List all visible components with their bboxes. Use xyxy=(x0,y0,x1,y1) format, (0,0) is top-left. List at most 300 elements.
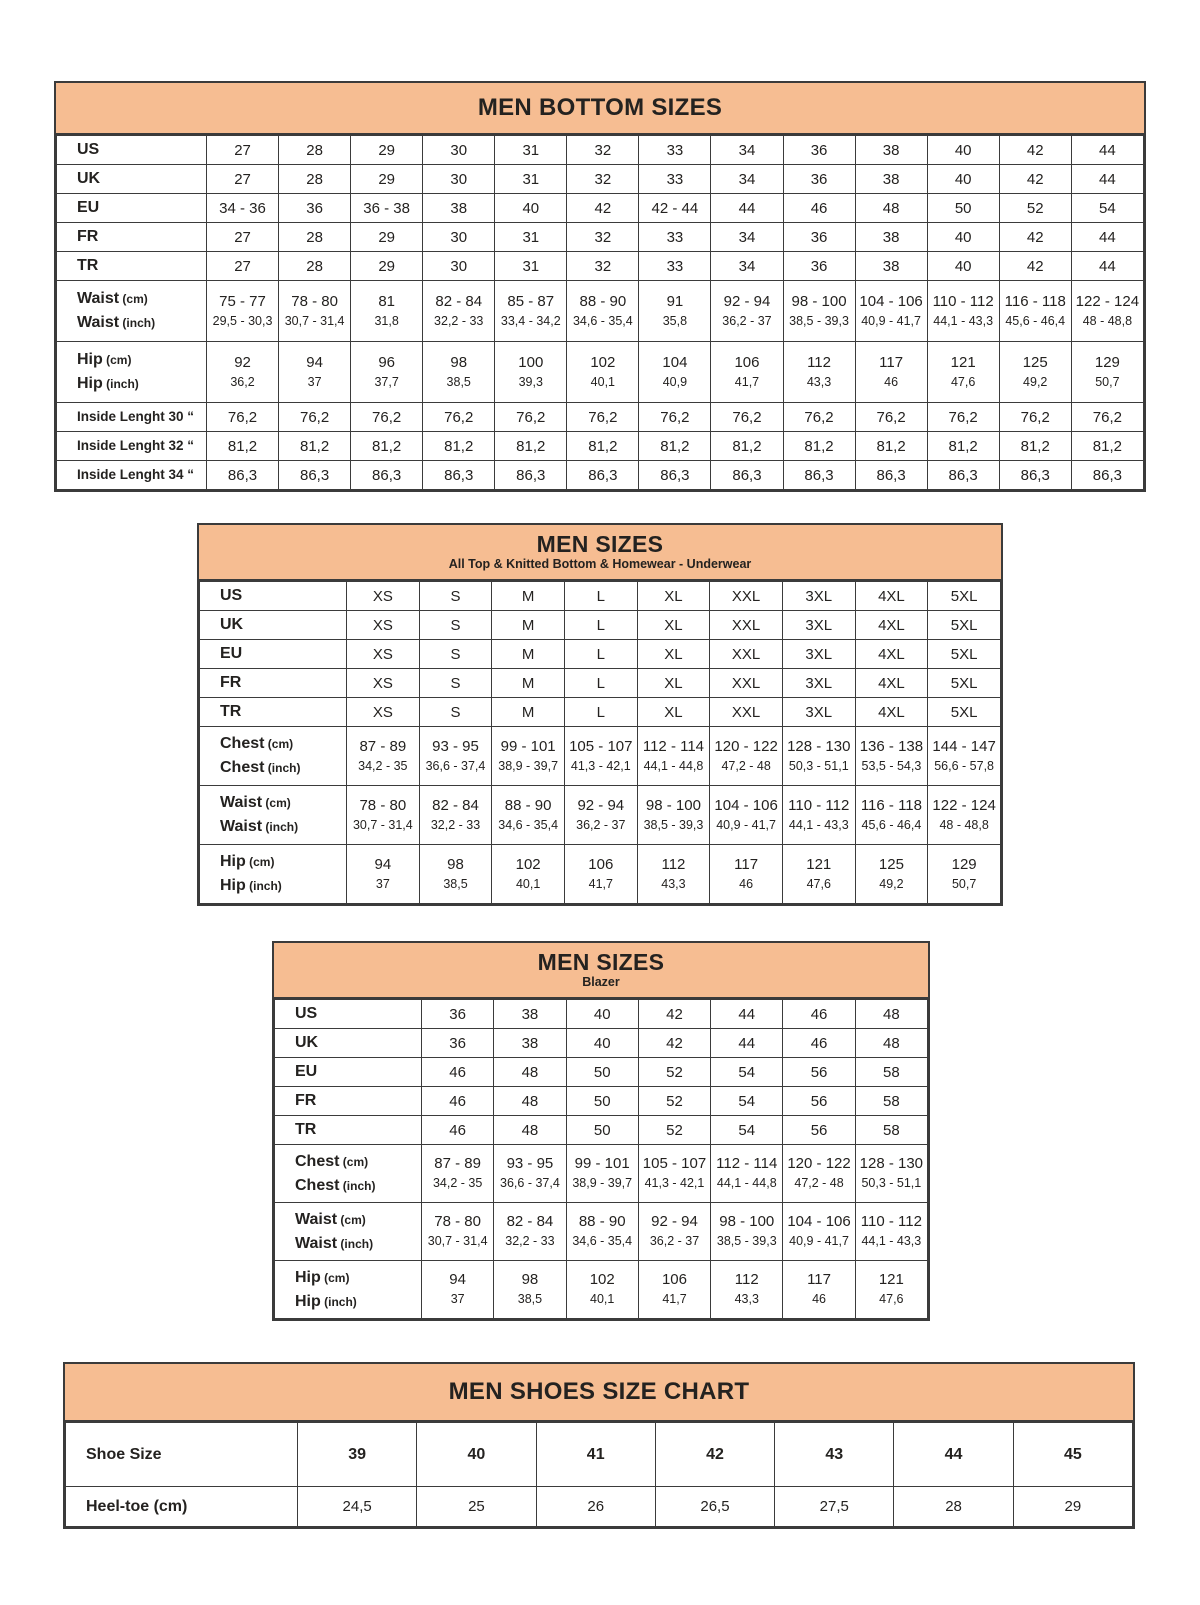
cell-value: 36 xyxy=(810,170,828,188)
cell-value: 42 - 44 xyxy=(651,199,699,217)
table-row xyxy=(57,194,1144,223)
table-row xyxy=(57,461,1144,490)
row-label-unit: (inch) xyxy=(262,820,299,834)
cell-value: 3XL xyxy=(805,645,833,663)
cell-value: S xyxy=(450,616,461,634)
size-cell xyxy=(1071,432,1143,461)
cell-value: 106 xyxy=(588,855,614,873)
table-row xyxy=(200,611,1001,640)
cell-value: 128 - 130 xyxy=(859,1155,924,1173)
row-label-line xyxy=(86,1446,296,1464)
cell-value: 32,2 - 33 xyxy=(434,313,484,328)
cell-value: 28 xyxy=(306,170,323,188)
cell-value: 28 xyxy=(306,257,323,275)
cell-value: S xyxy=(450,674,461,692)
cell-value: 56,6 - 57,8 xyxy=(934,758,994,773)
cell-value: 47,6 xyxy=(806,876,831,891)
size-cell xyxy=(711,1145,783,1203)
size-cell xyxy=(279,281,351,342)
row-label-line xyxy=(77,141,205,159)
cell-value: 98 xyxy=(521,1271,539,1289)
size-cell xyxy=(207,223,279,252)
cell-value: 30,7 - 31,4 xyxy=(284,313,345,328)
cell-value: XXL xyxy=(731,616,761,634)
cell-value: 99 - 101 xyxy=(574,1155,630,1173)
size-cell xyxy=(1071,194,1143,223)
cell-value: S xyxy=(450,645,461,663)
cell-value: 44 xyxy=(1099,228,1116,246)
size-cell xyxy=(279,223,351,252)
size-cell xyxy=(637,727,710,786)
cell-value: 38,5 - 39,3 xyxy=(789,313,849,328)
cell-value: 36,2 - 37 xyxy=(649,1234,700,1249)
cell-value: 41,3 - 42,1 xyxy=(570,758,631,773)
cell-value: 102 xyxy=(589,1271,615,1289)
size-cell xyxy=(492,845,565,904)
size-cell xyxy=(711,136,783,165)
cell-value: 42 xyxy=(1026,170,1044,188)
cell-value: 30 xyxy=(450,257,468,275)
cell-value: 47,2 - 48 xyxy=(794,1176,844,1191)
size-cell xyxy=(567,342,639,403)
size-cell xyxy=(567,461,639,490)
size-cell xyxy=(639,252,711,281)
cell-value: 4XL xyxy=(878,674,905,692)
size-cell xyxy=(1071,403,1143,432)
cell-value: 46 xyxy=(449,1092,466,1110)
cell-value: 50,3 - 51,1 xyxy=(788,758,849,773)
cell-value: 125 xyxy=(1022,353,1048,371)
size-cell xyxy=(855,194,927,223)
size-cell xyxy=(423,342,495,403)
cell-value: XXL xyxy=(731,645,761,663)
size-cell xyxy=(638,1029,710,1058)
row-label-line xyxy=(295,1005,420,1023)
row-label-text: Chest xyxy=(295,1152,340,1170)
cell-value: S xyxy=(450,587,461,605)
row-label-text: UK xyxy=(295,1034,319,1051)
size-cell xyxy=(783,403,855,432)
cell-value: 40 xyxy=(467,1445,486,1463)
cell-value: 117 xyxy=(734,855,759,873)
cell-value: 93 - 95 xyxy=(506,1155,554,1173)
size-cell xyxy=(710,582,783,611)
size-cell xyxy=(494,1029,566,1058)
size-cell xyxy=(638,1058,710,1087)
size-cell xyxy=(928,669,1001,698)
cell-value: 76,2 xyxy=(876,408,906,426)
row-label-line xyxy=(77,199,205,217)
cell-value: 36 - 38 xyxy=(363,199,410,217)
size-cell xyxy=(639,432,711,461)
cell-value: 94 xyxy=(374,855,392,873)
cell-value: 92 - 94 xyxy=(577,796,625,814)
cell-value: 44 xyxy=(1099,141,1116,159)
row-label xyxy=(57,165,207,194)
size-cell xyxy=(711,1203,783,1261)
row-label-text: UK xyxy=(220,616,244,633)
size-cell xyxy=(351,223,423,252)
cell-value: 58 xyxy=(883,1121,900,1139)
size-cell xyxy=(783,1116,855,1145)
cell-value: 38,5 xyxy=(446,374,471,389)
cell-value: 86,3 xyxy=(516,466,546,484)
table-row xyxy=(200,582,1001,611)
cell-value: 3XL xyxy=(805,703,833,721)
table-row xyxy=(57,223,1144,252)
cell-value: 45 xyxy=(1063,1445,1082,1463)
cell-value: 86,3 xyxy=(948,466,978,484)
cell-value: 81,2 xyxy=(516,437,546,455)
row-label xyxy=(200,698,347,727)
size-cell xyxy=(855,403,927,432)
size-cell xyxy=(419,582,492,611)
size-cell xyxy=(492,640,565,669)
cell-value: 38,5 xyxy=(517,1292,543,1307)
size-cell xyxy=(927,165,999,194)
size-cell xyxy=(639,136,711,165)
cell-value: 44,1 - 43,3 xyxy=(788,817,849,832)
row-label xyxy=(57,461,207,490)
size-cell xyxy=(711,403,783,432)
cell-value: 33 xyxy=(666,228,684,246)
cell-value: 50 xyxy=(593,1092,611,1110)
cell-value: 4XL xyxy=(878,703,905,721)
row-label-line xyxy=(77,374,205,394)
cell-value: 86,3 xyxy=(732,466,762,484)
cell-value: 91 xyxy=(666,292,684,310)
size-cell xyxy=(495,252,567,281)
size-cell xyxy=(351,403,423,432)
cell-value: XL xyxy=(664,645,683,663)
cell-value: 37 xyxy=(375,876,390,891)
size-cell xyxy=(495,165,567,194)
size-cell xyxy=(423,461,495,490)
cell-value: 48 xyxy=(521,1121,539,1139)
cell-value: 34,2 - 35 xyxy=(432,1176,483,1191)
cell-value: 43,3 xyxy=(734,1292,759,1307)
cell-value: 92 - 94 xyxy=(723,292,771,310)
row-label-text: FR xyxy=(295,1092,317,1109)
size-cell xyxy=(855,582,928,611)
size-cell xyxy=(492,582,565,611)
row-label-text: Chest xyxy=(220,735,265,752)
size-cell xyxy=(347,669,420,698)
cell-value: L xyxy=(596,674,605,692)
size-cell xyxy=(1071,136,1143,165)
size-cell xyxy=(638,1261,710,1319)
cell-value: 43,3 xyxy=(661,876,686,891)
size-cell xyxy=(999,342,1071,403)
cell-value: 86,3 xyxy=(660,466,690,484)
men-shoes-size-chart-table xyxy=(63,1362,1135,1529)
row-label-line xyxy=(295,1092,420,1110)
row-label-unit: (cm) xyxy=(337,1212,366,1227)
row-label-line xyxy=(295,1268,420,1288)
cell-value: 46 xyxy=(884,374,899,389)
cell-value: 32 xyxy=(594,257,612,275)
cell-value: L xyxy=(596,645,605,663)
row-label-line xyxy=(220,645,345,663)
size-cell xyxy=(423,223,495,252)
cell-value: 94 xyxy=(306,353,323,371)
cell-value: 125 xyxy=(878,855,904,873)
size-cell xyxy=(1013,1487,1132,1527)
table-title: MEN SIZES xyxy=(537,948,665,975)
size-cell xyxy=(855,1087,927,1116)
cell-value: 27,5 xyxy=(819,1498,849,1515)
cell-value: 37,7 xyxy=(374,374,399,389)
size-cell xyxy=(419,698,492,727)
cell-value: L xyxy=(596,703,605,721)
size-cell xyxy=(492,611,565,640)
cell-value: 52 xyxy=(1026,199,1044,217)
cell-value: 112 xyxy=(807,353,831,371)
row-label-text: Inside Lenght 34 “ xyxy=(77,467,195,482)
cell-value: 5XL xyxy=(950,703,978,721)
size-cell xyxy=(638,1116,710,1145)
size-cell xyxy=(894,1423,1013,1487)
cell-value: XS xyxy=(372,674,393,692)
row-label-text: TR xyxy=(220,703,242,720)
cell-value: 81,2 xyxy=(660,437,690,455)
cell-value: 56 xyxy=(810,1121,828,1139)
row-label-text: US xyxy=(295,1005,318,1022)
cell-value: XS xyxy=(372,616,393,634)
cell-value: 36,6 - 37,4 xyxy=(425,758,486,773)
cell-value: 30,7 - 31,4 xyxy=(427,1234,488,1249)
cell-value: 27 xyxy=(234,141,251,159)
cell-value: 52 xyxy=(666,1063,683,1081)
row-label xyxy=(200,640,347,669)
size-cell xyxy=(928,582,1001,611)
table-title: MEN BOTTOM SIZES xyxy=(477,93,723,121)
cell-value: 3XL xyxy=(805,674,833,692)
cell-value: 32,2 - 33 xyxy=(505,1234,555,1249)
row-label-unit: (inch) xyxy=(264,761,301,775)
cell-value: 86,3 xyxy=(372,466,402,484)
cell-value: 86,3 xyxy=(1020,466,1050,484)
size-cell xyxy=(999,461,1071,490)
cell-value: 28 xyxy=(945,1498,962,1515)
row-label xyxy=(57,403,207,432)
table-row xyxy=(200,727,1001,786)
cell-value: 53,5 - 54,3 xyxy=(861,758,922,773)
size-cell xyxy=(782,727,855,786)
cell-value: 104 - 106 xyxy=(714,796,778,814)
cell-value: 29 xyxy=(1064,1498,1082,1515)
row-label-line xyxy=(77,466,205,484)
cell-value: 39 xyxy=(348,1445,367,1463)
size-cell xyxy=(495,432,567,461)
cell-value: 76,2 xyxy=(372,408,402,426)
size-cell xyxy=(1071,281,1143,342)
row-label-text: Waist xyxy=(220,818,263,835)
size-cell xyxy=(783,223,855,252)
size-cell xyxy=(927,136,999,165)
cell-value: 86,3 xyxy=(876,466,906,484)
table-row xyxy=(200,845,1001,904)
size-cell xyxy=(783,194,855,223)
row-label-line xyxy=(295,1063,420,1081)
cell-value: 54 xyxy=(738,1063,756,1081)
size-cell xyxy=(710,727,783,786)
table-row xyxy=(200,698,1001,727)
cell-value: 121 xyxy=(878,1271,904,1289)
size-cell xyxy=(1071,223,1143,252)
cell-value: 44 xyxy=(738,1005,756,1023)
cell-value: 52 xyxy=(666,1121,683,1139)
size-cell xyxy=(423,165,495,194)
size-cell xyxy=(855,845,928,904)
size-cell xyxy=(855,432,927,461)
size-cell xyxy=(710,845,783,904)
row-label-line xyxy=(295,1152,420,1172)
cell-value: 50 xyxy=(593,1063,611,1081)
size-cell xyxy=(567,252,639,281)
cell-value: 50,7 xyxy=(1095,374,1120,389)
size-cell xyxy=(567,432,639,461)
size-cell xyxy=(711,194,783,223)
men-bottom-sizes-grid xyxy=(56,135,1144,490)
cell-value: M xyxy=(521,616,535,634)
cell-value: 41,7 xyxy=(662,1292,687,1307)
cell-value: 88 - 90 xyxy=(504,796,552,814)
cell-value: 26,5 xyxy=(700,1498,730,1515)
size-cell xyxy=(566,1203,638,1261)
size-cell xyxy=(207,165,279,194)
cell-value: 86,3 xyxy=(588,466,618,484)
cell-value: 34 xyxy=(738,170,756,188)
size-cell xyxy=(1071,461,1143,490)
row-label-text: Waist xyxy=(295,1210,338,1228)
table-title: MEN SHOES SIZE CHART xyxy=(448,1377,750,1405)
cell-value: 44 xyxy=(1099,257,1116,275)
cell-value: XS xyxy=(372,645,393,663)
cell-value: 40,9 - 41,7 xyxy=(716,817,776,832)
row-label-line xyxy=(295,1121,420,1139)
row-label-line xyxy=(295,1176,420,1196)
cell-value: 38 xyxy=(882,170,900,188)
cell-value: 144 - 147 xyxy=(932,737,996,755)
row-label-line xyxy=(295,1034,420,1052)
cell-value: 36 xyxy=(449,1005,466,1023)
cell-value: 85 - 87 xyxy=(507,292,555,310)
cell-value: 29 xyxy=(378,170,395,188)
cell-value: 38 xyxy=(521,1034,539,1052)
cell-value: 30 xyxy=(450,170,468,188)
cell-value: 110 - 112 xyxy=(860,1213,922,1231)
size-cell xyxy=(783,281,855,342)
row-label-text: Inside Lenght 30 “ xyxy=(77,409,195,424)
cell-value: 38 xyxy=(882,257,900,275)
cell-value: 81,2 xyxy=(948,437,978,455)
cell-value: 106 xyxy=(661,1271,687,1289)
row-label-text: Waist xyxy=(220,794,263,811)
size-cell xyxy=(637,669,710,698)
cell-value: XL xyxy=(664,616,683,634)
men-sizes-top-grid xyxy=(199,581,1001,904)
size-cell xyxy=(782,698,855,727)
row-label-text: UK xyxy=(77,170,101,187)
cell-value: 78 - 80 xyxy=(291,292,338,310)
row-label-line xyxy=(86,1498,296,1516)
cell-value: 37 xyxy=(450,1292,465,1307)
cell-value: 36,2 - 37 xyxy=(576,817,626,832)
cell-value: 30,7 - 31,4 xyxy=(352,817,413,832)
size-cell xyxy=(494,1000,566,1029)
cell-value: 98 - 100 xyxy=(645,796,701,814)
row-label-line xyxy=(220,852,345,872)
size-cell xyxy=(655,1487,774,1527)
cell-value: 38,5 xyxy=(443,876,468,891)
cell-value: 42 xyxy=(1026,257,1044,275)
size-cell xyxy=(279,461,351,490)
cell-value: 99 - 101 xyxy=(500,737,556,755)
row-label-line xyxy=(77,289,205,309)
cell-value: 81,2 xyxy=(588,437,618,455)
size-cell xyxy=(422,1145,494,1203)
size-cell xyxy=(710,640,783,669)
size-cell xyxy=(711,1261,783,1319)
size-cell xyxy=(567,136,639,165)
cell-value: 104 xyxy=(662,353,688,371)
cell-value: 43 xyxy=(825,1445,844,1463)
cell-value: 40,9 - 41,7 xyxy=(861,313,921,328)
cell-value: 38,9 - 39,7 xyxy=(572,1176,633,1191)
size-cell xyxy=(639,342,711,403)
cell-value: 81,2 xyxy=(1020,437,1050,455)
cell-value: M xyxy=(521,674,535,692)
size-cell xyxy=(494,1203,566,1261)
cell-value: 129 xyxy=(951,855,977,873)
size-cell xyxy=(207,461,279,490)
cell-value: 40 xyxy=(522,199,540,217)
size-cell xyxy=(782,669,855,698)
men-sizes-top-title-bar xyxy=(199,525,1001,581)
size-cell xyxy=(711,1058,783,1087)
row-label-line xyxy=(220,616,345,634)
cell-value: 47,6 xyxy=(950,374,976,389)
cell-value: 41,7 xyxy=(588,876,613,891)
size-cell xyxy=(298,1423,417,1487)
cell-value: XL xyxy=(664,674,683,692)
cell-value: 76,2 xyxy=(1092,408,1122,426)
cell-value: 48 xyxy=(521,1063,539,1081)
row-label-text: Hip xyxy=(77,375,103,392)
cell-value: 112 xyxy=(661,855,686,873)
cell-value: 38 xyxy=(882,228,900,246)
cell-value: 98 xyxy=(450,353,468,371)
size-cell xyxy=(492,786,565,845)
size-cell xyxy=(855,786,928,845)
row-label xyxy=(57,252,207,281)
cell-value: 34 xyxy=(738,228,756,246)
cell-value: 41,3 - 42,1 xyxy=(644,1176,705,1191)
cell-value: 31 xyxy=(522,141,540,159)
cell-value: 81,2 xyxy=(1092,437,1122,455)
row-label-unit: (inch) xyxy=(337,1236,374,1251)
cell-value: 81,2 xyxy=(732,437,762,455)
row-label xyxy=(200,582,347,611)
size-cell xyxy=(639,461,711,490)
size-cell xyxy=(855,223,927,252)
cell-value: 46 xyxy=(810,1005,828,1023)
size-cell xyxy=(928,786,1001,845)
size-cell xyxy=(639,403,711,432)
cell-value: 48 xyxy=(883,1005,900,1023)
size-cell xyxy=(855,669,928,698)
